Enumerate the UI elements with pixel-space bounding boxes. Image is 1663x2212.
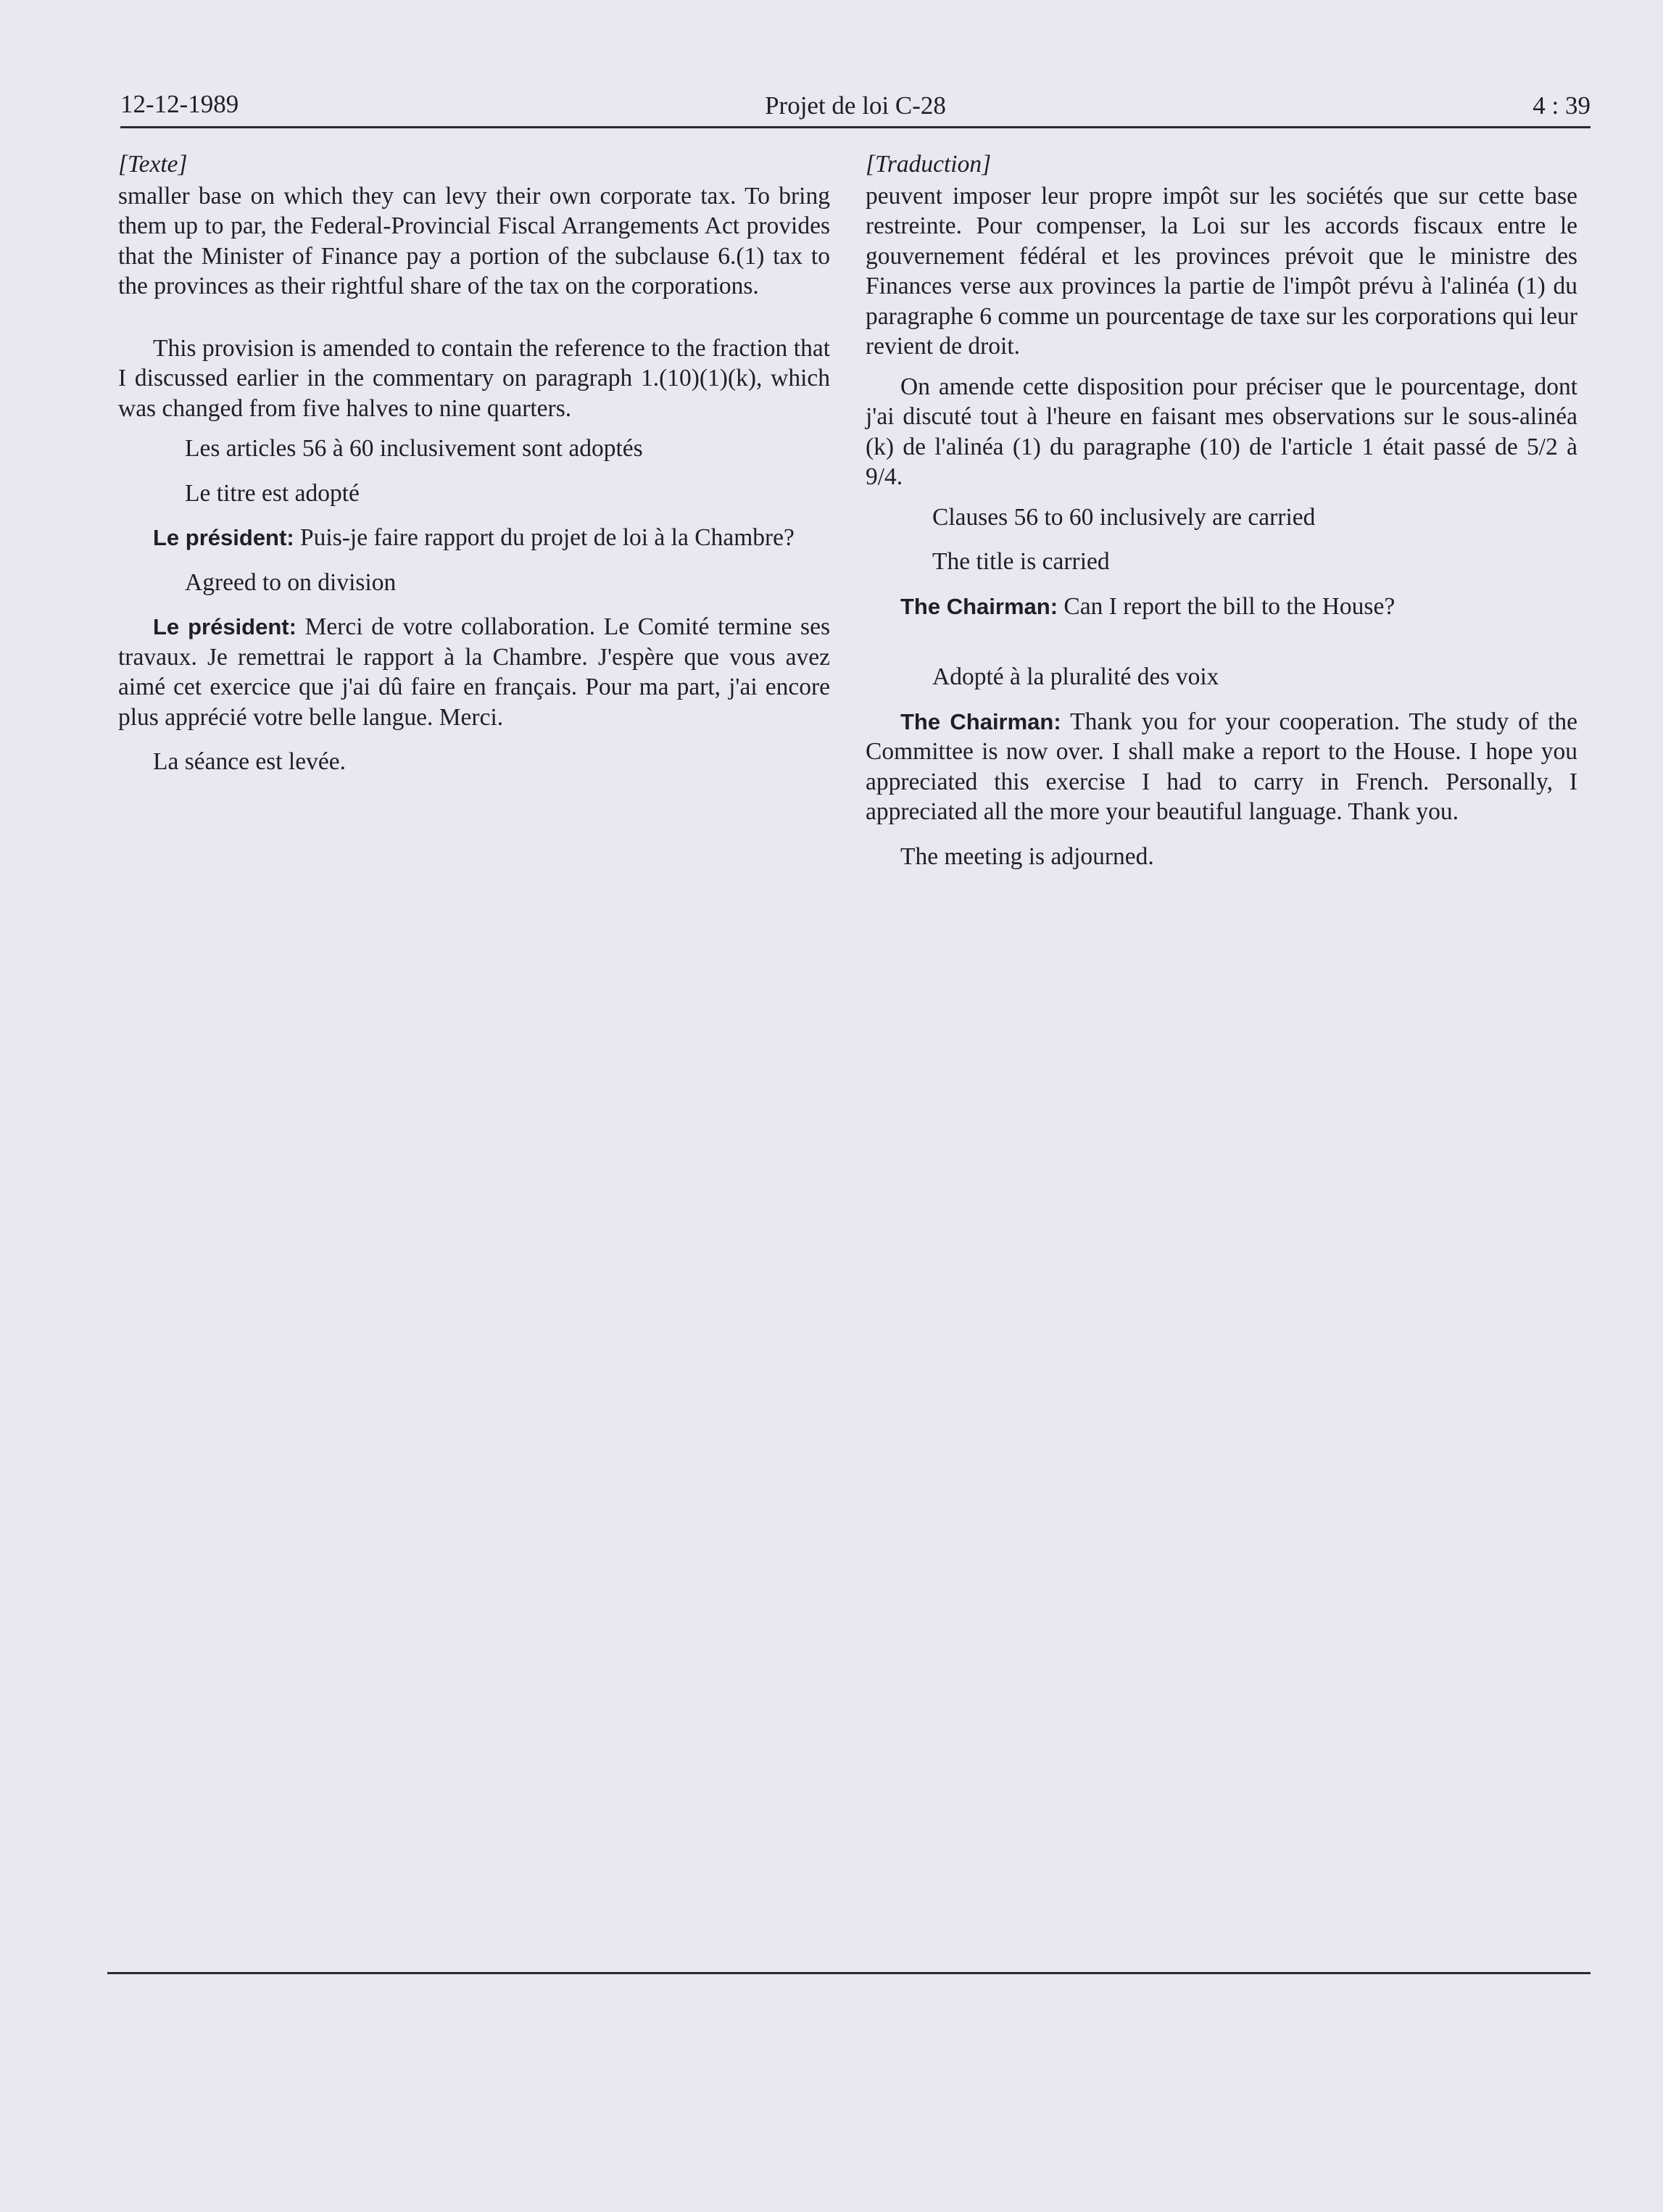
paragraph: This provision is amended to contain the reference to the fraction that I discussed earlier in the commentary on paragraph 1.(10)(1)(k), which was changed from five halves to nine quarters. bbox=[118, 334, 830, 422]
paragraph: smaller base on which they can levy their own corporate tax. To bring them up to par, the Federal-Provincial Fiscal Arrangements Act provides that the Minister of Finance pay a portion of the subclause 6.(1) tax to the provinces as their rightful share of the tax on the corporations. bbox=[118, 182, 830, 299]
language-tag: [Traduction] bbox=[866, 151, 992, 178]
speaker-text: Can I report the bill to the House? bbox=[1058, 592, 1395, 620]
language-tag: [Texte] bbox=[118, 151, 188, 178]
speaker-paragraph bbox=[118, 612, 830, 732]
speaker-name: The Chairman: bbox=[900, 708, 1061, 734]
speaker-name: Le président: bbox=[153, 614, 296, 639]
header-rule bbox=[120, 126, 1591, 128]
speaker-name: Le président: bbox=[153, 525, 294, 550]
motion-line: The title is carried bbox=[932, 548, 1110, 575]
speaker-text: Merci de votre collaboration. Le Comité termine ses travaux. Je remettrai le rapport à la Chambre. J'espère que vous avez aimé cet exercice que j'ai dû faire en français. Pour ma part, j'ai encore plus apprécié votre belle langue. Merci. bbox=[118, 613, 830, 731]
speaker-text: Puis-je faire rapport du projet de loi à la Chambre? bbox=[294, 524, 795, 551]
footer-rule bbox=[107, 1972, 1591, 1974]
motion-line: Agreed to on division bbox=[185, 568, 397, 596]
speaker-text: Thank you for your cooperation. The study of the Committee is now over. I shall make a report to the House. I hope you appreciated this exercise I had to carry in French. Personally, I appreciated all the more your beautiful language. Thank you. bbox=[866, 708, 1577, 825]
speaker-paragraph bbox=[866, 592, 1577, 622]
paragraph: The meeting is adjourned. bbox=[900, 842, 1154, 870]
speaker-paragraph bbox=[118, 523, 830, 553]
speaker-paragraph bbox=[866, 707, 1577, 827]
header-page-number: 4 : 39 bbox=[1533, 91, 1591, 120]
header-date: 12-12-1989 bbox=[120, 90, 239, 118]
french-column bbox=[866, 149, 1577, 871]
header-title: Projet de loi C-28 bbox=[765, 91, 946, 120]
motion-line: Le titre est adopté bbox=[185, 479, 360, 507]
paragraph: La séance est levée. bbox=[153, 748, 346, 775]
motion-line: Les articles 56 à 60 inclusivement sont adoptés bbox=[185, 435, 643, 462]
english-column bbox=[118, 149, 830, 777]
motion-line: Adopté à la pluralité des voix bbox=[932, 663, 1219, 690]
paragraph: On amende cette disposition pour préciser que le pourcentage, dont j'ai discuté tout à l'heure en faisant mes observations sur le sous-alinéa (k) de l'alinéa (1) du paragraphe (10) de l'article 1 était passé de 5/2 à 9/4. bbox=[866, 373, 1577, 490]
motion-line: Clauses 56 to 60 inclusively are carried bbox=[932, 503, 1316, 531]
page-header bbox=[120, 87, 1591, 128]
speaker-name: The Chairman: bbox=[900, 593, 1058, 619]
paragraph: peuvent imposer leur propre impôt sur les sociétés que sur cette base restreinte. Pour compenser, la Loi sur les accords fiscaux entre le gouvernement fédéral et les provinces prévoit que le ministre des Finances verse aux provinces la partie de l'impôt prévu à l'alinéa (1) du paragraphe 6 comme un pourcentage de taxe sur les corporations qui leur revient de droit. bbox=[866, 182, 1577, 360]
